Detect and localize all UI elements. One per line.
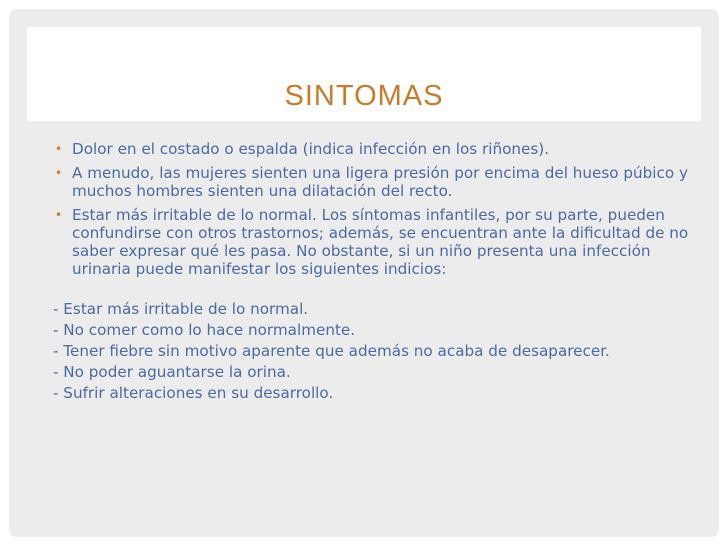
symptom-line: - Estar más irritable de lo normal. [53, 300, 309, 318]
bullet-text: A menudo, las mujeres sienten una ligera presión por encima del hueso púbico y muchos hombres sienten una dilatación del recto. [72, 164, 688, 200]
bullet-icon: • [55, 166, 63, 180]
bullet-list [55, 140, 707, 278]
slide-content [55, 140, 707, 405]
slide-title: SINTOMAS [284, 80, 444, 112]
bullet-icon: • [55, 142, 63, 156]
bullet-item [55, 164, 707, 200]
bullet-item [55, 206, 707, 278]
symptom-line: - Tener fiebre sin motivo aparente que además no acaba de desaparecer. [53, 342, 610, 360]
bullet-text: Dolor en el costado o espalda (indica infección en los riñones). [72, 140, 550, 158]
title-box [27, 27, 701, 121]
bullet-item [55, 140, 707, 158]
symptom-line: - No poder aguantarse la orina. [53, 363, 291, 381]
symptom-line: - Sufrir alteraciones en su desarrollo. [53, 384, 334, 402]
symptom-list [53, 300, 707, 402]
bullet-text: Estar más irritable de lo normal. Los síntomas infantiles, por su parte, pueden confundirse con otros trastornos; además, se encuentran ante la dificultad de no saber expresar qué les pasa. No obstante, si un niño presenta una infección urinaria puede manifestar los siguientes indicios: [72, 206, 689, 278]
symptom-line: - No comer como lo hace normalmente. [53, 321, 356, 339]
bullet-icon: • [55, 208, 63, 222]
